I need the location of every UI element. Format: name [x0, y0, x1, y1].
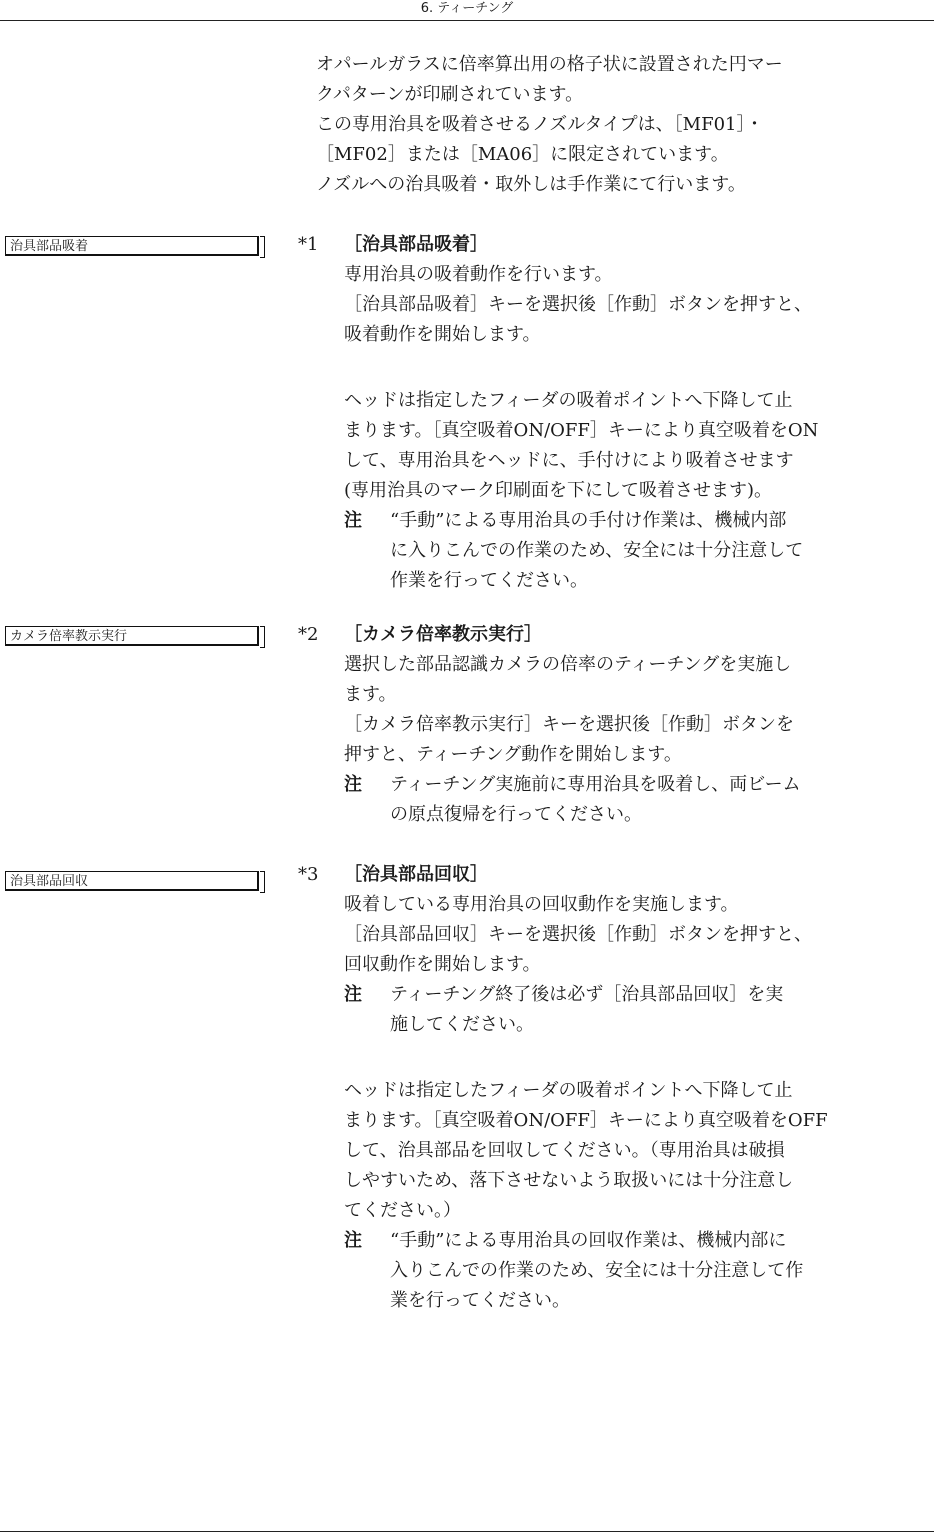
body-line: 吸着している専用治具の回収動作を実施します。	[344, 894, 739, 915]
section-number: *1	[298, 234, 319, 255]
body-line: ［治具部品回収］キーを選択後［作動］ボタンを押すと、	[344, 924, 812, 945]
body-line: 吸着動作を開始します。	[344, 324, 541, 345]
body-line: 選択した部品認識カメラの倍率のティーチングを実施し	[344, 654, 792, 675]
body-line: して、専用治具をヘッドに、手付けにより吸着させます	[344, 450, 794, 471]
note-label: 注	[344, 1230, 362, 1251]
caution-note	[344, 770, 844, 830]
section-title: ［カメラ倍率教示実行］	[344, 624, 542, 645]
intro-line: ［MF02］または［MA06］に限定されています。	[316, 144, 729, 165]
section-number: *3	[298, 864, 319, 885]
intro-line: オパールガラスに倍率算出用の格子状に設置された円マー	[316, 54, 783, 75]
note-line: 業を行ってください。	[390, 1290, 570, 1311]
note-line: ティーチング実施前に専用治具を吸着し、両ビーム	[390, 774, 801, 795]
body-line: しやすいため、落下させないよう取扱いには十分注意し	[344, 1170, 794, 1191]
footer-rule	[0, 1531, 934, 1532]
header-title: 6. ティーチング	[420, 1, 514, 16]
page-header	[0, 0, 934, 21]
note-line: “手動”による専用治具の手付け作業は、機械内部	[390, 510, 787, 531]
note-label: 注	[344, 510, 362, 531]
section-title: ［治具部品吸着］	[344, 234, 488, 255]
body-line: ます。	[344, 684, 397, 705]
caution-note	[344, 980, 844, 1040]
body-line: して、治具部品を回収してください。（専用治具は破損	[344, 1140, 785, 1161]
body-line: ［治具部品吸着］キーを選択後［作動］ボタンを押すと、	[344, 294, 812, 315]
note-line: ティーチング終了後は必ず［治具部品回収］を実	[390, 984, 784, 1005]
section-body	[344, 890, 844, 1316]
body-line: ヘッドは指定したフィーダの吸着ポイントへ下降して止	[344, 390, 793, 411]
intro-line: この専用治具を吸着させるノズルタイプは、［MF01］・	[316, 114, 764, 135]
jig-pickup-button-label: 治具部品吸着	[10, 239, 89, 254]
jig-recovery-button-label: 治具部品回収	[10, 874, 89, 889]
intro-line: ノズルへの治具吸着・取外しは手作業にて行います。	[316, 174, 746, 195]
note-label: 注	[344, 774, 362, 795]
body-line: まります。［真空吸着ON/OFF］キーにより真空吸着をOFF	[344, 1110, 828, 1131]
section-number: *2	[298, 624, 319, 645]
jig-pickup-button[interactable]	[5, 236, 259, 256]
body-line: てください。）	[344, 1200, 461, 1221]
camera-magnification-teach-button[interactable]	[5, 626, 259, 646]
note-label: 注	[344, 984, 362, 1005]
caution-note	[344, 506, 844, 596]
jig-recovery-button[interactable]	[5, 871, 259, 891]
note-line: 作業を行ってください。	[390, 570, 588, 591]
body-line: 押すと、ティーチング動作を開始します。	[344, 744, 682, 765]
section-body	[344, 650, 844, 830]
section-title: ［治具部品回収］	[344, 864, 488, 885]
note-line: に入りこんでの作業のため、安全には十分注意して	[390, 540, 804, 561]
body-line: 専用治具の吸着動作を行います。	[344, 264, 613, 285]
section-body	[344, 260, 844, 596]
intro-line: クパターンが印刷されています。	[316, 84, 584, 105]
camera-magnification-teach-button-label: カメラ倍率教示実行	[10, 629, 128, 644]
caution-note	[344, 1226, 844, 1316]
note-line: 施してください。	[390, 1014, 534, 1035]
note-line: 入りこんでの作業のため、安全には十分注意して作	[390, 1260, 804, 1281]
body-line: ヘッドは指定したフィーダの吸着ポイントへ下降して止	[344, 1080, 793, 1101]
body-line: 回収動作を開始します。	[344, 954, 541, 975]
body-line: (専用治具のマーク印刷面を下にして吸着させます)。	[344, 480, 773, 501]
body-line: ［カメラ倍率教示実行］キーを選択後［作動］ボタンを	[344, 714, 794, 735]
intro-text	[316, 50, 876, 200]
note-line: “手動”による専用治具の回収作業は、機械内部に	[390, 1230, 787, 1251]
body-line: まります。［真空吸着ON/OFF］キーにより真空吸着をON	[344, 420, 819, 441]
note-line: の原点復帰を行ってください。	[390, 804, 642, 825]
